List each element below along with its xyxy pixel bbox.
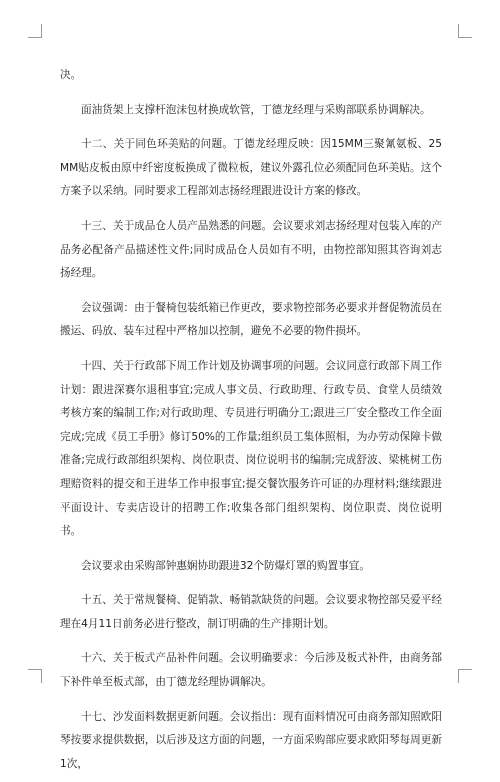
paragraph-shelf-support: 面油货架上支撑杆泡沫包材换成软管，丁德龙经理与采购部联系协调解决。 xyxy=(81,103,431,116)
document-body xyxy=(60,64,442,782)
paragraph-item-12: 十二、关于同色环美贴的问题。丁德龙经理反映：因15MM三聚氰氨板、25MM贴皮板由原中纤密度板换成了微粒板，建议外露孔位必须配同色环美贴。这个方案予以采纳。同时要求工程部刘志扬经理跟进设计方案的修改。 xyxy=(60,138,442,198)
paragraph-continuation: 决。 xyxy=(60,69,82,81)
paragraph-item-14: 十四、关于行政部下周工作计划及协调事项的问题。会议同意行政部下周工作计划：跟进深赛尔退租事宜;完成人事文员、行政助理、行政专员、食堂人员绩效考核方案的编制工作;对行政助理、专员进行明确分工;跟进三厂安全整改工作全面完成;完成《员工手册》修订50%的工作量;组织员工集体照相，为办劳动保障卡做准备;完成行政部组织架构、岗位职责、岗位说明书的编制;完成舒波、梁桃树工伤理赔资料的提交和王进华工作申报事宜;提交餐饮服务许可证的办理材料;继续跟进平面设计、专卖店设计的招聘工作;收集各部门组织架构、岗位职责、岗位说明书。 xyxy=(60,359,442,538)
crop-mark-bottom-left-v xyxy=(41,669,42,683)
paragraph-purchasing-request: 会议要求由采购部钟惠娴协助跟进32个防爆灯罩的购置事宜。 xyxy=(81,559,370,572)
crop-mark-top-left-v xyxy=(41,24,42,38)
crop-mark-bottom-right-h xyxy=(458,669,472,670)
crop-mark-bottom-left-h xyxy=(28,669,42,670)
paragraph-item-17: 十七、沙发面料数据更新问题。会议指出：现有面料情况可由商务部知照欧阳琴按要求提供数据，以后涉及这方面的问题，一方面采购部应要求欧阳琴每周更新1次， xyxy=(60,710,442,770)
crop-mark-top-left-h xyxy=(28,37,42,38)
paragraph-item-16: 十六、关于板式产品补件问题。会议明确要求：今后涉及板式补件，由商务部下补件单至板式部，由丁德龙经理协调解决。 xyxy=(60,652,442,689)
paragraph-item-13: 十三、关于成品仓人员产品熟悉的问题。会议要求刘志扬经理对包装入库的产品务必配备产品描述性文件;同时成品仓人员如有不明，由物控部知照其咨询刘志扬经理。 xyxy=(60,219,442,280)
paragraph-meeting-emphasis: 会议强调：由于餐椅包装纸箱已作更改，要求物控部务必要求并督促物流员在搬运、码放、装车过程中严格加以控制，避免不必要的物件损坏。 xyxy=(60,301,442,338)
crop-mark-top-right-v xyxy=(458,24,459,38)
paragraph-item-15: 十五、关于常规餐椅、促销款、畅销款缺货的问题。会议要求物控部吴爱平经理在4月11日前务必进行整改，制订明确的生产排期计划。 xyxy=(60,594,442,630)
crop-mark-top-right-h xyxy=(458,37,472,38)
crop-mark-bottom-right-v xyxy=(458,669,459,683)
